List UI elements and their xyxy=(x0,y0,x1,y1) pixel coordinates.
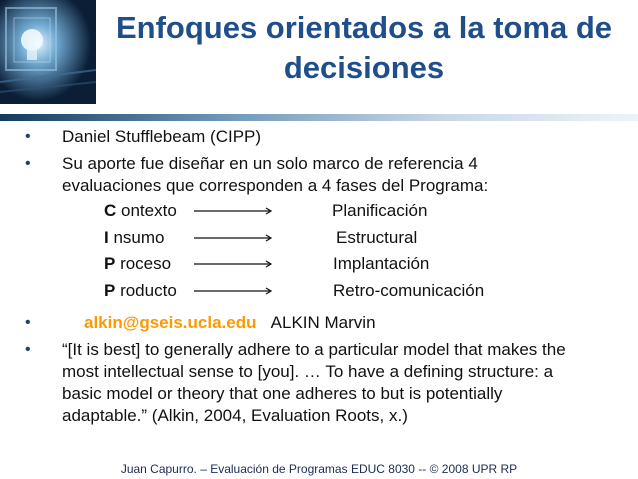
quote-line: “[It is best] to generally adhere to a particular model that makes the xyxy=(62,340,566,359)
bullet-marker: • xyxy=(25,341,31,358)
phase-word: roducto xyxy=(115,281,177,300)
phase-word: roceso xyxy=(115,254,172,273)
quote-line: most intellectual sense to [you]. … To have a defining structure: a xyxy=(62,362,554,381)
arrow-right-icon xyxy=(194,287,276,295)
bullet-stufflebeam: Daniel Stufflebeam (CIPP) xyxy=(62,127,262,146)
phase-letter: I xyxy=(104,228,109,247)
bulb-logo-graphic xyxy=(0,0,96,104)
phase-contexto xyxy=(104,200,177,222)
stage-retro-comunicacion: Retro-comunicación xyxy=(333,281,485,300)
arrow-right-icon xyxy=(194,260,276,268)
phase-producto xyxy=(104,280,177,302)
stage-implantacion: Implantación xyxy=(333,254,430,273)
bullet-quote xyxy=(62,339,622,427)
phase-proceso xyxy=(104,253,171,275)
alkin-name: ALKIN Marvin xyxy=(270,313,376,332)
footer: Juan Capurro. – Evaluación de Programas EDUC 8030 -- © 2008 UPR RP xyxy=(120,462,518,476)
arrow-right-icon xyxy=(194,207,276,215)
bullet-aporte-line-2: evaluaciones que corresponden a 4 fases del Programa: xyxy=(62,176,489,195)
bullet-marker: • xyxy=(25,155,31,172)
slide-title xyxy=(90,8,638,88)
quote-line: basic model or theory that one adheres to but is potentially xyxy=(62,384,503,403)
bullet-aporte-line-1: Su aporte fue diseñar en un solo marco de referencia 4 xyxy=(62,154,478,173)
phase-letter: P xyxy=(104,254,116,273)
stage-planificacion: Planificación xyxy=(332,201,428,220)
phase-letter: P xyxy=(104,281,116,300)
bullet-aporte xyxy=(62,153,622,197)
arrow-right-icon xyxy=(194,234,276,242)
slide-title-line-1: Enfoques orientados a la toma de xyxy=(115,10,613,45)
email-link[interactable]: alkin@gseis.ucla.edu xyxy=(84,313,257,332)
quote-line: adaptable.” (Alkin, 2004, Evaluation Roots, x.) xyxy=(62,406,408,425)
phase-word: nsumo xyxy=(108,228,165,247)
bullet-alkin xyxy=(84,312,604,334)
logo xyxy=(0,0,96,104)
bullet-marker: • xyxy=(25,314,31,331)
phase-insumo xyxy=(104,227,164,249)
title-divider xyxy=(0,114,638,121)
bullet-marker: • xyxy=(25,128,31,145)
phase-word: ontexto xyxy=(116,201,177,220)
phase-letter: C xyxy=(104,201,117,220)
slide-title-line-2: decisiones xyxy=(283,50,445,85)
stage-estructural: Estructural xyxy=(336,228,418,247)
